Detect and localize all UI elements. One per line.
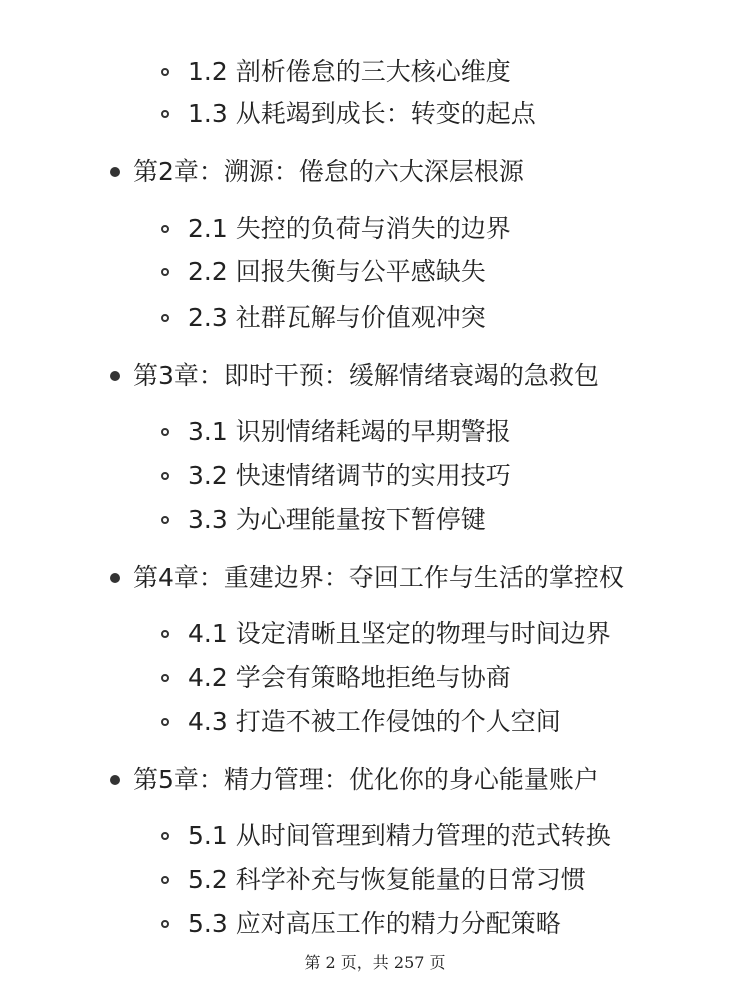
- filled-bullet-icon: [110, 371, 120, 381]
- outline-chapter-item: 第2章：溯源：倦怠的六大深层根源: [133, 157, 524, 186]
- outline-section-item: 1.2 剖析倦怠的三大核心维度: [188, 57, 511, 86]
- outline-chapter-item: 第3章：即时干预：缓解情绪衰竭的急救包: [133, 361, 599, 390]
- hollow-bullet-icon: [161, 832, 169, 840]
- hollow-bullet-icon: [161, 68, 169, 76]
- hollow-bullet-icon: [161, 472, 169, 480]
- outline-section-item: 4.3 打造不被工作侵蚀的个人空间: [188, 707, 561, 736]
- hollow-bullet-icon: [161, 268, 169, 276]
- hollow-bullet-icon: [161, 718, 169, 726]
- hollow-bullet-icon: [161, 110, 169, 118]
- hollow-bullet-icon: [161, 428, 169, 436]
- page-number-footer: 第 2 页，共 257 页: [304, 953, 446, 972]
- outline-section-item: 5.1 从时间管理到精力管理的范式转换: [188, 821, 611, 850]
- filled-bullet-icon: [110, 573, 120, 583]
- outline-chapter-item: 第4章：重建边界：夺回工作与生活的掌控权: [133, 563, 624, 592]
- hollow-bullet-icon: [161, 630, 169, 638]
- hollow-bullet-icon: [161, 314, 169, 322]
- hollow-bullet-icon: [161, 876, 169, 884]
- outline-section-item: 3.1 识别情绪耗竭的早期警报: [188, 417, 511, 446]
- hollow-bullet-icon: [161, 225, 169, 233]
- outline-section-item: 2.3 社群瓦解与价值观冲突: [188, 303, 486, 332]
- outline-section-item: 3.2 快速情绪调节的实用技巧: [188, 461, 511, 490]
- outline-section-item: 1.3 从耗竭到成长：转变的起点: [188, 99, 536, 128]
- outline-section-item: 5.3 应对高压工作的精力分配策略: [188, 909, 561, 938]
- outline-section-item: 2.2 回报失衡与公平感缺失: [188, 257, 486, 286]
- hollow-bullet-icon: [161, 516, 169, 524]
- hollow-bullet-icon: [161, 674, 169, 682]
- outline-section-item: 5.2 科学补充与恢复能量的日常习惯: [188, 865, 586, 894]
- filled-bullet-icon: [110, 775, 120, 785]
- outline-section-item: 3.3 为心理能量按下暂停键: [188, 505, 486, 534]
- outline-section-item: 4.1 设定清晰且坚定的物理与时间边界: [188, 619, 611, 648]
- outline-section-item: 2.1 失控的负荷与消失的边界: [188, 214, 511, 243]
- filled-bullet-icon: [110, 167, 120, 177]
- hollow-bullet-icon: [161, 920, 169, 928]
- outline-section-item: 4.2 学会有策略地拒绝与协商: [188, 663, 511, 692]
- outline-chapter-item: 第5章：精力管理：优化你的身心能量账户: [133, 765, 599, 794]
